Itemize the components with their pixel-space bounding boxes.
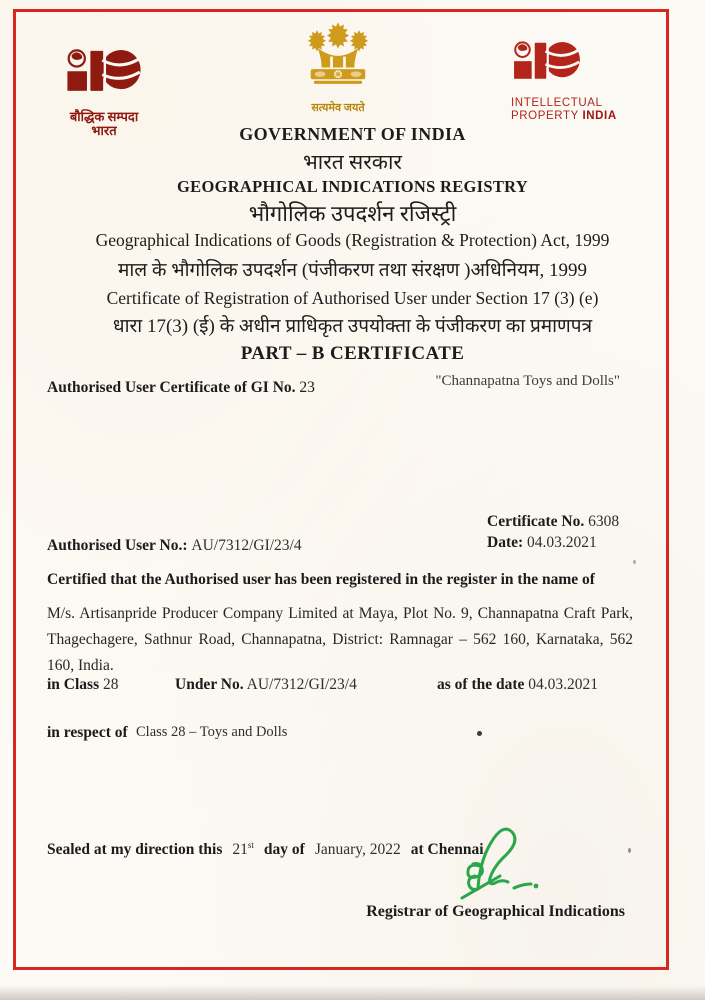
- under-no-value: AU/7312/GI/23/4: [246, 676, 357, 693]
- in-respect-of-label: in respect of: [47, 724, 128, 741]
- gi-name: "Channapatna Toys and Dolls": [435, 373, 620, 389]
- left-logo-caption-line2: भारत: [91, 123, 117, 138]
- certified-statement: Certified that the Authorised user has been registered in the register in the name of: [47, 571, 595, 588]
- as-of-date-value: 04.03.2021: [528, 676, 599, 693]
- emblem-motto: सत्यमेव जयते: [311, 102, 365, 114]
- government-title-hi: भारत सरकार: [303, 150, 402, 174]
- section-line-hi: धारा 17(3) (ई) के अधीन प्राधिकृत उपयोक्ता के पंजीकरण का प्रमाणपत्र: [112, 316, 593, 337]
- under-no-line: Under No. AU/7312/GI/23/4: [175, 676, 357, 693]
- certificate-number-block: [487, 511, 619, 553]
- left-logo-caption-line1: बौद्धिक सम्पदा: [69, 109, 139, 124]
- certificate-date-line: Date: 04.03.2021: [487, 534, 597, 551]
- registrar-signature: [448, 824, 548, 913]
- registrant-name-address: M/s. Artisanpride Producer Company Limited at Maya, Plot No. 9, Channapatna Craft Park, Thagechagere, Sathnur Road, Channapatna, District: Ramnagar – 562 160, Karnataka, 562 160, India.: [47, 605, 633, 674]
- lion-capital-icon: [295, 81, 381, 98]
- ip-india-logo-right: [511, 40, 631, 123]
- scanned-page-edge: [0, 986, 705, 1000]
- in-respect-of-value: Class 28 – Toys and Dolls: [136, 724, 288, 740]
- registry-title-en: GEOGRAPHICAL INDICATIONS REGISTRY: [177, 177, 528, 196]
- gi-number-value: 23: [299, 379, 315, 396]
- scan-speck: [477, 731, 482, 736]
- ip-india-monogram-icon: [64, 90, 144, 107]
- in-class-value: 28: [103, 676, 119, 693]
- authorised-user-number-value: AU/7312/GI/23/4: [191, 537, 302, 554]
- gi-number-line: Authorised User Certificate of GI No. 23: [47, 379, 315, 396]
- national-emblem: [292, 20, 384, 115]
- ip-india-monogram-icon: [511, 77, 583, 94]
- act-line-hi: माल के भौगोलिक उपदर्शन (पंजीकरण तथा संरक्षण )अधिनियम, 1999: [118, 260, 587, 281]
- registrar-title: Registrar of Geographical Indications: [366, 903, 625, 920]
- in-class-line: in Class 28: [47, 676, 119, 693]
- sealed-statement: Sealed at my direction this 21st day of January, 2022 at Chennai.: [47, 840, 488, 859]
- as-of-date-line: as of the date 04.03.2021: [437, 676, 599, 693]
- section-line-en: Certificate of Registration of Authorised User under Section 17 (3) (e): [106, 288, 599, 308]
- authorised-user-number-line: Authorised User No.: AU/7312/GI/23/4: [47, 537, 302, 554]
- certificate-date-value: 04.03.2021: [527, 534, 597, 551]
- certificate-number-line: Certificate No. 6308: [487, 513, 620, 530]
- scan-speck: [628, 848, 631, 853]
- act-line-en: Geographical Indications of Goods (Registration & Protection) Act, 1999: [95, 230, 610, 250]
- part-b-title: PART – B CERTIFICATE: [240, 343, 465, 364]
- government-title-en: GOVERNMENT OF INDIA: [239, 124, 466, 144]
- right-logo-caption-line1: INTELLECTUAL: [511, 97, 603, 109]
- registry-title-hi: भौगोलिक उपदर्शन रजिस्ट्री: [248, 201, 457, 226]
- scan-speck: [633, 560, 636, 564]
- certificate-number-value: 6308: [588, 513, 620, 530]
- sealed-date: January, 2022: [314, 841, 401, 859]
- sealed-day: 21st: [232, 840, 254, 859]
- right-logo-caption-line2: PROPERTY INDIA: [511, 110, 617, 122]
